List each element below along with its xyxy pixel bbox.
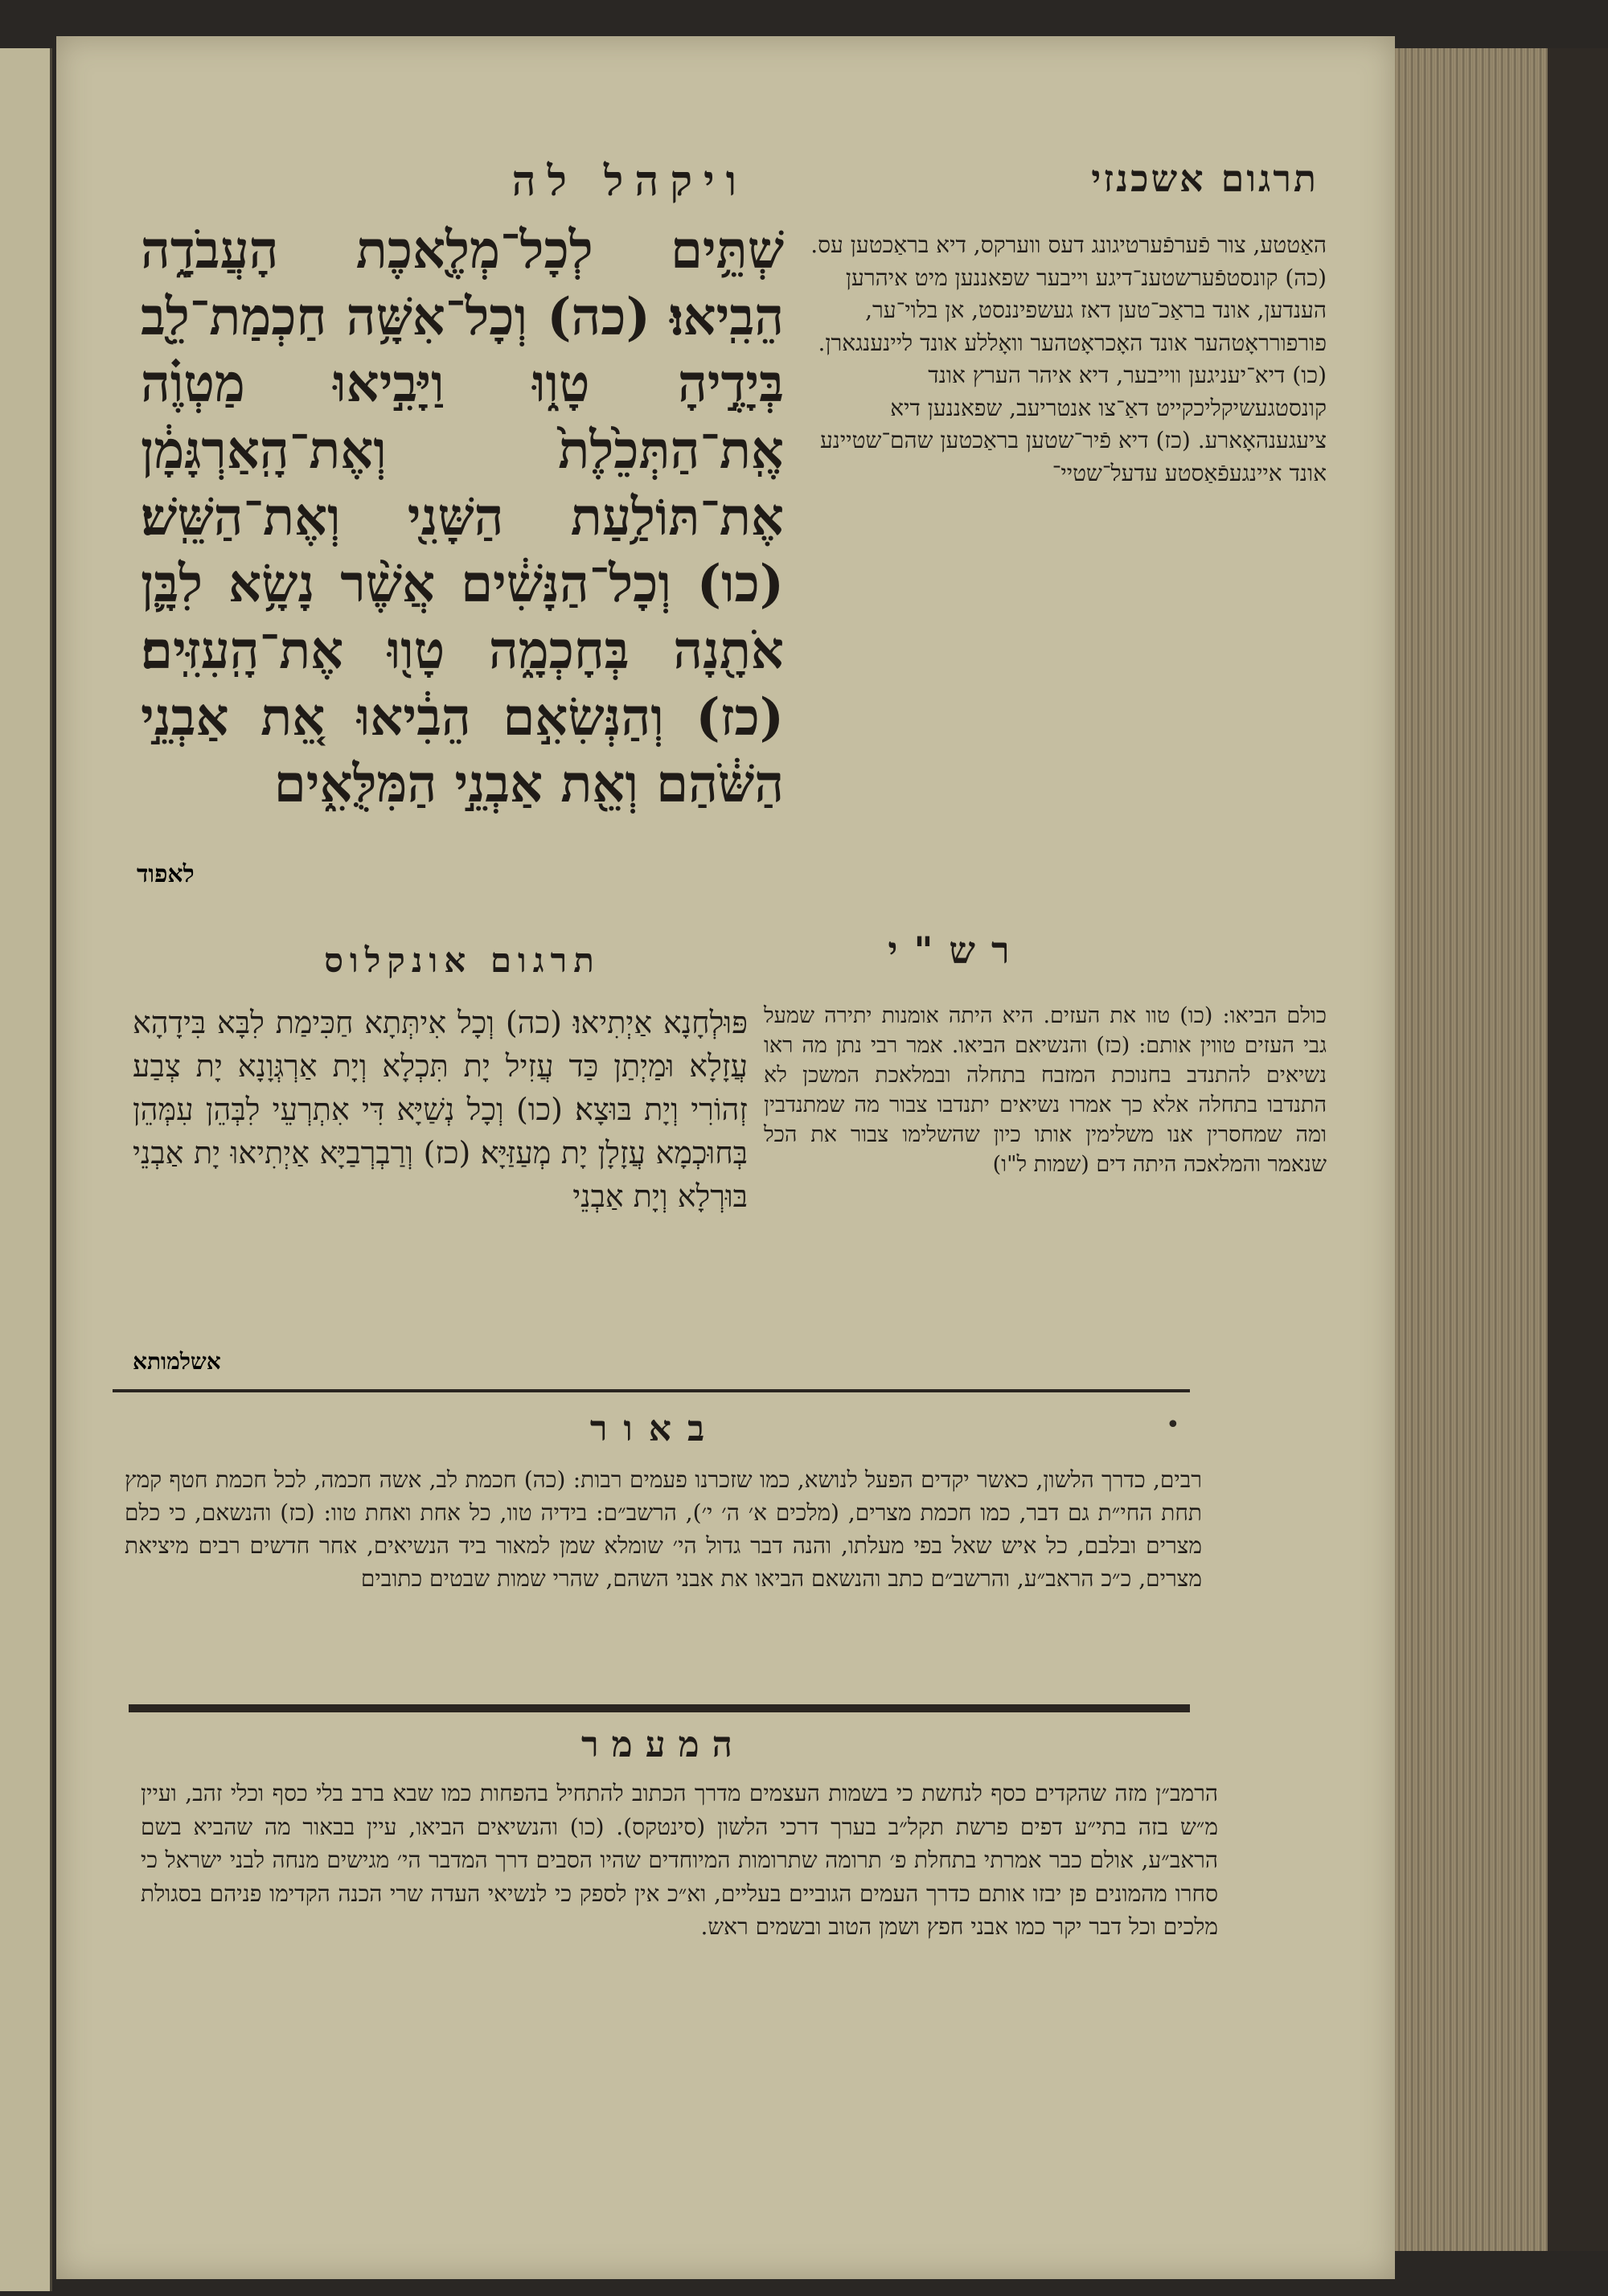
onkelos-text: פּוּלְחָנָא אַיְתִיאוּ׃ (כה) וְכָל אִיתְּתָא חַכִּימַת לִבָּא בִּידָהָא עֲזָלָא וּמַיְתַן כַּד עֲזִיל יָת תִּכְלָא וְיָת אַרְגְּוָנָא יָת צְבַע זְהוֹרִי וְיָת בּוּצָא׃ (כו) וְכָל נְשַׁיָּא דִּי אִתְרְעֵי לִבְּהֵן עִמְּהֵן בְּחוּכְמָא עֲזָלָן יָת מְעַזַּיָּא׃ (כז) וְרַבְרְבַיָּא אַיְתִיאוּ יָת אַבְנֵי בּוּרְלָא וְיָת אַבְנֵי [133, 1005, 748, 1214]
onkelos-title: תרגום אונקלוס [324, 941, 601, 980]
facing-page-edge [0, 48, 52, 2291]
targum-ashkenazi-text: האַטטע, צור פֿערפֿערטיגונג דעס ווערקס, דיא בראַכטען עס. (כה) קונסטפֿערשטענ־דיגע וייבער שפאננען מיט איהרען הענדען, אונד בראַכ־טען דאז געשפיננסט, אן בלוי־ער, פורפורראָטהער אונד האָכראָטהער וואָללע אונד ליינענגארן. (כו) דיא־יעניגען ווייבער, דיא איהר הערץ אונד קונסטגעשיקליכקייט דאַ־צו אנטריעב, שפאננען דיא ציעגענהאָארע. (כז) דיא פֿיר־שטען בראַכטען שהם־שטיינע אונד איינגעפֿאַסטע עדעל־שטיי־ [810, 232, 1327, 486]
torah-main-text: שְׁתֵּ֥ים לְכָל־מְלֶ֖אכֶת הָעֲבֹדָ֑ה הֵבִֽיאוּ׃ (כה) וְכָל־אִשָּׁ֥ה חַכְמַת־לֵ֖ב בְּיָדֶ֣יהָ טָו֑וּ וַיָּבִ֣יאוּ מַטְוֶ֗ה אֶֽת־הַתְּכֵ֙לֶת֙ וְאֶת־הָֽאַרְגָּמָ֔ן אֶת־תּוֹלַ֥עַת הַשָּׁנִ֖י וְאֶת־הַשֵּֽׁשׁ׃ (כו) וְכָל־הַנָּשִׁ֔ים אֲשֶׁ֨ר נָשָׂ֥א לִבָּ֛ן אֹתָ֖נָה בְּחָכְמָ֑ה טָו֖וּ אֶת־הָֽעִזִּֽים׃ (כז) וְהַנְּשִׂאִ֣ם הֵבִ֔יאוּ אֵ֚ת אַבְנֵ֣י הַשֹּׁ֔הַם וְאֵ֖ת אַבְנֵ֣י הַמִּלֻּאִ֑ים [141, 220, 784, 814]
ornament-dot-icon: • [1166, 1411, 1180, 1439]
thick-divider [129, 1704, 1190, 1712]
rashi-text: כולם הביאו: (כו) טוו את העזים. היא היתה אומנות יתירה שמעל גבי העזים טווין אותם: (כז) והנשיאם הביאו. אמר רבי נתן מה ראו נשיאים להתנדב בחנוכת המזבח בתחלה ובמלאכת המשכן לא התנדבו בתחלה אלא כך אמרו נשיאים יתנדבו צבור מה שמתנדבין ומה שמחסרין אנו משלימין אותו כיון שהשלימו צבור את הכל שנאמר והמלאכה היתה דים (שמות ל"ו) [764, 1003, 1327, 1177]
meamer-text: הרמב״ן מזה שהקדים כסף לנחשת כי בשמות העצמים מדרך הכתוב להתחיל בהפחות כמו שבא ברב בלי כסף וכלי זהב, ועיין מ״ש בזה בתי״ע דפים פרשת תקל״ב בערך דרכי הלשון (סינטקס). (כו) והנשיאים הביאו, עיין בבאור מה שהביא בשם הראב״ע, אולם כבר אמרתי בתחלת פ׳ תרומה שתרומות המיוחדים שהיו הסבים דרך המדבר הי׳ מגישים מנחה לבני ישראל כי סחרו מהמונים פן יבזו אותם כדרך העמים הגוביים בעליים, וא״כ אין לספק כי לנשיאי העדה שרי הכנה הקדימו פניהם בסגולת מלכים וכל דבר יקר כמו אבני חפץ ושמן הטוב ובשמים ראש. [141, 1780, 1218, 1940]
book-edge-shadow [1548, 48, 1608, 2251]
main-catchword: לאפוד [137, 860, 195, 888]
parsha-page-header: ויקהל לה [511, 157, 748, 206]
biur-text: רבים, כדרך הלשון, כאשר יקדים הפעל לנושא, כמו שזכרנו פעמים רבות: (כה) חכמת לב, אשה חכמה, לכל חכמת חטף קמץ תחת החי״ת גם דבר, כמו חכמת מצרים, (מלכים א׳ ה׳ י׳), הרשב״ם: בידיה טוו, כל אחת ואחת טוו: (כז) והנשאם, כי כלם מצרים ובלבם, כל איש שאל בפי מעלתו, והנה דבר גדול הי׳ שומלא שמן למאור ביד הנשיאים, אחר חדשים רבים מיציאת מצרים, כ״כ הראב״ע, והרשב״ם כתב והנשאם הביאו את אבני השהם, שהרי שמות שבטים כתובים [125, 1466, 1202, 1592]
targum-ashkenazi-title: תרגום אשכנזי [1091, 157, 1319, 200]
onkelos-catchword: אשלמותא [133, 1348, 221, 1375]
section-divider [113, 1389, 1190, 1392]
biur-title: באור [589, 1408, 721, 1449]
meamer-title: המעמר [581, 1724, 745, 1765]
rashi-title: רש"י [888, 929, 1026, 972]
page-stack-edges [1395, 48, 1548, 2251]
